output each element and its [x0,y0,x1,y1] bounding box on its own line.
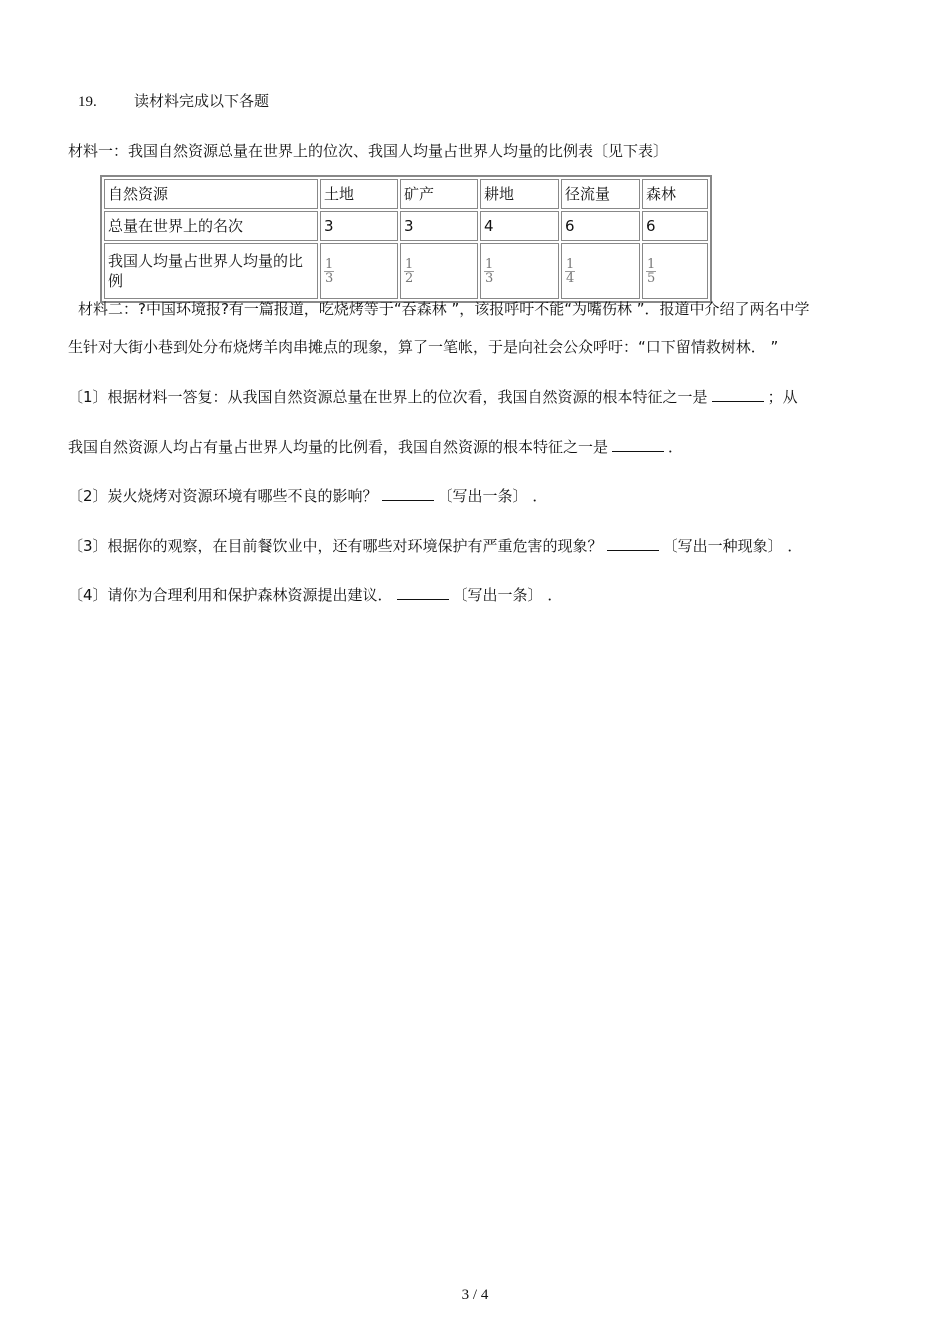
rank-cell: 3 [320,211,398,241]
ratio-cell [480,243,559,299]
fraction-denominator: 4 [566,270,575,286]
fraction-numerator: 1 [485,256,494,272]
page-number: 3 / 4 [461,1287,489,1303]
question-1-text-c: 我国自然资源人均占有量占世界人均量的比例看，我国自然资源的根本特征之一是 [68,438,609,456]
rank-cell: 6 [561,211,640,241]
question-4 [68,584,562,605]
answer-blank[interactable] [382,486,434,501]
question-1-text-b: ；从 [767,388,798,406]
resource-table [100,175,712,303]
table-header-cell: 耕地 [480,179,559,209]
question-2-suffix: 〔写出一条〕 ． [437,487,548,505]
table-row-rank [104,211,708,241]
question-1-line-1 [68,386,798,407]
answer-blank[interactable] [607,536,659,551]
table-header-cell: 自然资源 [104,179,318,209]
question-1-text-d: ． [668,438,684,456]
fraction-numerator: 1 [405,256,414,272]
table-header-row [104,179,708,209]
fraction-denominator: 5 [647,270,656,286]
answer-blank[interactable] [712,387,764,402]
table-row-ratio [104,243,708,299]
rank-row-label: 总量在世界上的名次 [104,211,318,241]
rank-cell: 3 [400,211,478,241]
ratio-row-label: 我国人均量占世界人均量的比例 [104,243,318,299]
material-2-line-2: 生针对大街小巷到处分布烧烤羊肉串摊点的现象，算了一笔帐，于是向社会公众呼吁：“口下留情救树林． ” [68,338,779,356]
question-1-line-2 [68,436,683,457]
question-2-text: 〔2〕炭火烧烤对资源环境有哪些不良的影响？ [68,487,378,505]
table-header-cell: 森林 [642,179,708,209]
question-3-text: 〔3〕根据你的观察，在目前餐饮业中，还有哪些对环境保护有严重危害的现象？ [68,537,603,555]
ratio-cell [400,243,478,299]
fraction [646,258,656,285]
fraction [404,258,414,285]
fraction-numerator: 1 [647,256,656,272]
question-2 [68,485,547,506]
rank-cell: 6 [642,211,708,241]
question-header [78,90,269,111]
rank-cell: 4 [480,211,559,241]
question-4-suffix: 〔写出一条〕 ． [452,586,563,604]
fraction-numerator: 1 [566,256,575,272]
table-header-cell: 土地 [320,179,398,209]
material-1-text: 材料一：我国自然资源总量在世界上的位次、我国人均量占世界人均量的比例表〔见下表〕 [68,142,669,160]
fraction [324,258,334,285]
table-header-cell: 径流量 [561,179,640,209]
question-3-suffix: 〔写出一种现象〕 ． [662,537,803,555]
fraction [565,258,575,285]
question-4-text: 〔4〕请你为合理利用和保护森林资源提出建议． [68,586,393,604]
table-header-cell: 矿产 [400,179,478,209]
ratio-cell [320,243,398,299]
fraction [484,258,494,285]
ratio-cell [561,243,640,299]
fraction-numerator: 1 [325,256,334,272]
answer-blank[interactable] [612,437,664,452]
question-number: 19. [78,94,97,110]
answer-blank[interactable] [397,585,449,600]
fraction-denominator: 3 [325,270,334,286]
ratio-cell [642,243,708,299]
question-1-text-a: 〔1〕根据材料一答复：从我国自然资源总量在世界上的位次看，我国自然资源的根本特征之一是 [68,388,708,406]
question-title: 读材料完成以下各题 [134,92,270,110]
fraction-denominator: 2 [405,270,414,286]
material-2-line-1: 材料二：?中国环境报?有一篇报道，吃烧烤等于“吞森林 ”，该报呼吁不能“为嘴伤林 ”．报道中介绍了两名中学 [78,300,810,318]
question-3 [68,535,802,556]
fraction-denominator: 3 [485,270,494,286]
